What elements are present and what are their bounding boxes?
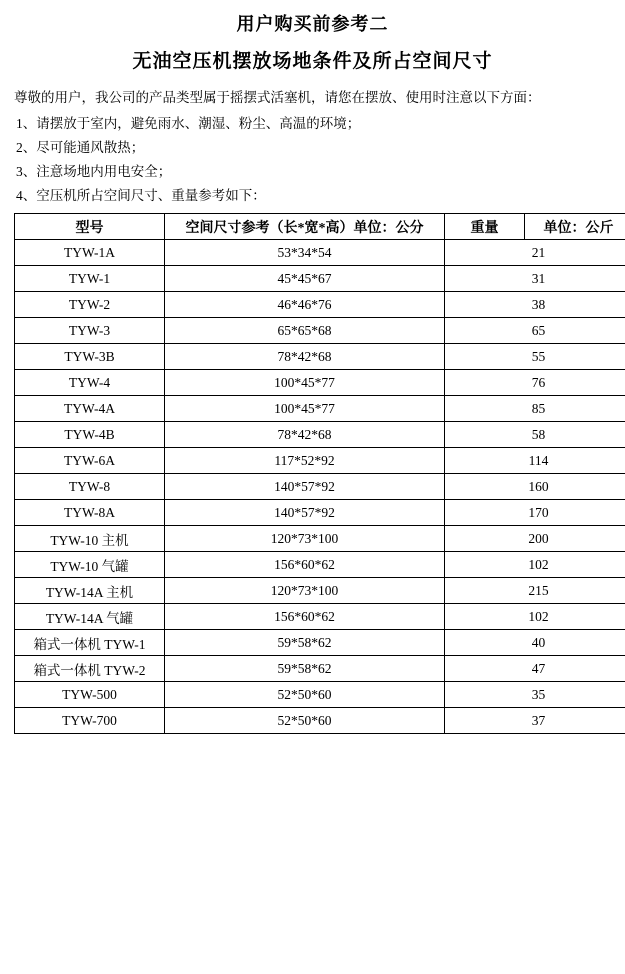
- cell-model: TYW-4: [15, 370, 165, 396]
- column-header-model: 型号: [15, 214, 165, 240]
- cell-model: TYW-4B: [15, 422, 165, 448]
- table-row: [15, 630, 625, 656]
- table-row: [15, 422, 625, 448]
- cell-model: TYW-500: [15, 682, 165, 708]
- table-row: [15, 552, 625, 578]
- note-item-1: 1、请摆放于室内，避免雨水、潮湿、粉尘、高温的环境；: [16, 116, 361, 131]
- cell-model: TYW-700: [15, 708, 165, 734]
- cell-dimensions: 120*73*100: [165, 526, 445, 552]
- cell-model: TYW-1A: [15, 240, 165, 266]
- cell-weight: 40: [445, 630, 625, 656]
- table-header: [15, 214, 625, 240]
- cell-model: TYW-10 主机: [15, 526, 165, 552]
- cell-dimensions: 156*60*62: [165, 552, 445, 578]
- cell-dimensions: 140*57*92: [165, 474, 445, 500]
- cell-weight: 58: [445, 422, 625, 448]
- cell-weight: 114: [445, 448, 625, 474]
- cell-weight: 85: [445, 396, 625, 422]
- table-row: [15, 396, 625, 422]
- table-row: [15, 474, 625, 500]
- cell-model: TYW-3: [15, 318, 165, 344]
- table-row: [15, 292, 625, 318]
- table-row: [15, 240, 625, 266]
- cell-dimensions: 117*52*92: [165, 448, 445, 474]
- cell-weight: 170: [445, 500, 625, 526]
- table-row: [15, 526, 625, 552]
- table-header-row: [15, 214, 625, 240]
- page-title: 用户购买前参考二: [236, 14, 389, 34]
- cell-weight: 38: [445, 292, 625, 318]
- table-row: [15, 370, 625, 396]
- cell-weight: 65: [445, 318, 625, 344]
- table-row: [15, 656, 625, 682]
- cell-weight: 160: [445, 474, 625, 500]
- table-row: [15, 344, 625, 370]
- cell-weight: 37: [445, 708, 625, 734]
- column-header-weight: 重量: [445, 214, 525, 240]
- cell-weight: 102: [445, 604, 625, 630]
- cell-model: TYW-6A: [15, 448, 165, 474]
- note-item-4: 4、空压机所占空间尺寸、重量参考如下：: [16, 188, 266, 203]
- intro-paragraph: 尊敬的用户，我公司的产品类型属于摇摆式活塞机，请您在摆放、使用时注意以下方面：: [14, 90, 541, 105]
- note-item-3: 3、注意场地内用电安全；: [16, 164, 172, 179]
- table-row: [15, 500, 625, 526]
- cell-weight: 55: [445, 344, 625, 370]
- cell-weight: 215: [445, 578, 625, 604]
- cell-model: TYW-14A 气罐: [15, 604, 165, 630]
- cell-model: TYW-8: [15, 474, 165, 500]
- cell-dimensions: 45*45*67: [165, 266, 445, 292]
- cell-weight: 76: [445, 370, 625, 396]
- cell-model: TYW-10 气罐: [15, 552, 165, 578]
- cell-dimensions: 140*57*92: [165, 500, 445, 526]
- cell-dimensions: 59*58*62: [165, 630, 445, 656]
- cell-model: TYW-14A 主机: [15, 578, 165, 604]
- cell-model: 箱式一体机 TYW-2: [15, 656, 165, 682]
- spec-table: [14, 213, 625, 734]
- table-row: [15, 682, 625, 708]
- cell-model: TYW-1: [15, 266, 165, 292]
- table-body: [15, 240, 625, 734]
- cell-dimensions: 65*65*68: [165, 318, 445, 344]
- column-header-unit: 单位：公斤: [525, 214, 625, 240]
- table-row: [15, 266, 625, 292]
- note-item-2: 2、尽可能通风散热；: [16, 140, 145, 155]
- cell-model: TYW-4A: [15, 396, 165, 422]
- table-row: [15, 604, 625, 630]
- cell-dimensions: 46*46*76: [165, 292, 445, 318]
- cell-weight: 35: [445, 682, 625, 708]
- cell-dimensions: 100*45*77: [165, 396, 445, 422]
- column-header-dimensions: 空间尺寸参考（长*宽*高）单位：公分: [165, 214, 445, 240]
- cell-weight: 47: [445, 656, 625, 682]
- cell-weight: 200: [445, 526, 625, 552]
- table-row: [15, 448, 625, 474]
- cell-dimensions: 100*45*77: [165, 370, 445, 396]
- cell-dimensions: 52*50*60: [165, 708, 445, 734]
- page-subtitle: 无油空压机摆放场地条件及所占空间尺寸: [132, 51, 493, 72]
- cell-weight: 31: [445, 266, 625, 292]
- table-row: [15, 578, 625, 604]
- cell-model: TYW-3B: [15, 344, 165, 370]
- cell-model: TYW-2: [15, 292, 165, 318]
- cell-model: TYW-8A: [15, 500, 165, 526]
- cell-dimensions: 78*42*68: [165, 344, 445, 370]
- cell-dimensions: 59*58*62: [165, 656, 445, 682]
- cell-model: 箱式一体机 TYW-1: [15, 630, 165, 656]
- cell-weight: 102: [445, 552, 625, 578]
- cell-dimensions: 78*42*68: [165, 422, 445, 448]
- table-row: [15, 318, 625, 344]
- cell-dimensions: 156*60*62: [165, 604, 445, 630]
- cell-dimensions: 53*34*54: [165, 240, 445, 266]
- table-row: [15, 708, 625, 734]
- cell-dimensions: 52*50*60: [165, 682, 445, 708]
- cell-weight: 21: [445, 240, 625, 266]
- cell-dimensions: 120*73*100: [165, 578, 445, 604]
